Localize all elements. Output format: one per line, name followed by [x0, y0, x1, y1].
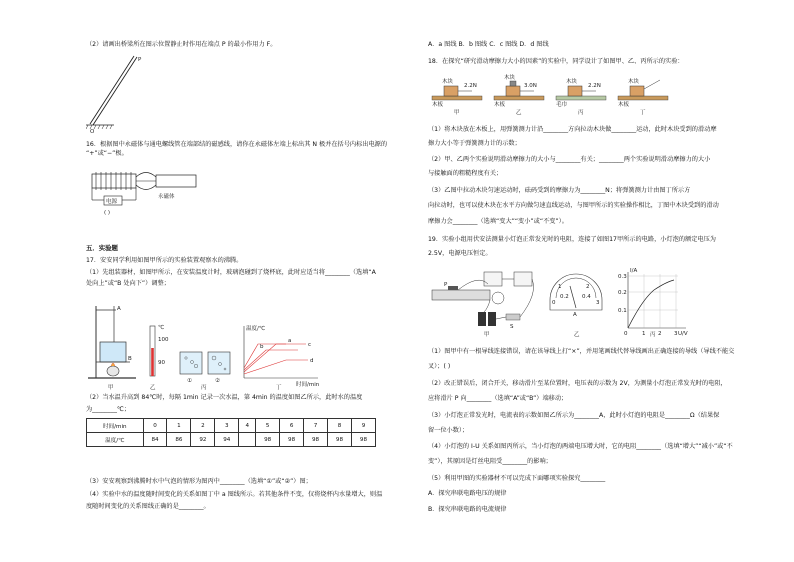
svg-text:2.2N: 2.2N [588, 83, 601, 89]
svg-text:0.2: 0.2 [560, 294, 569, 300]
section-5-title: 五．实验题 [86, 244, 118, 252]
svg-text:0.4: 0.4 [582, 294, 591, 300]
table-row: 温度/℃ 84 86 92 94 98 98 98 98 98 [87, 433, 376, 447]
q16-line1: 16．根据图中永磁体与通电螺线管在端部结的磁感线，请你在永磁体左端上标出其 N 极并在括号内标出电源的 [86, 141, 388, 148]
svg-text:木块: 木块 [628, 79, 640, 85]
svg-text:S: S [510, 324, 514, 330]
svg-text:B: B [128, 356, 132, 362]
q19-line1: 19．实验小组用伏安法测量小灯泡正常发光时的电阻，连接了如图17甲所示的电路，小灯泡的额定电压为 [428, 236, 716, 243]
svg-text:100: 100 [158, 337, 169, 343]
svg-text:木块: 木块 [442, 79, 454, 85]
q17-line5: 为________℃； [86, 406, 131, 413]
svg-text:c: c [308, 342, 312, 348]
q19-line-h: 变”），其原因是灯丝电阻受________的影响； [428, 458, 552, 465]
svg-text:90: 90 [158, 360, 165, 366]
q19-line-g: （4）小灯泡的 I-U 关系如图丙所示，当小灯泡的两端电压增大时，它的电阻________（选填“增大”“减小”或“不 [428, 443, 733, 450]
svg-text:0.3: 0.3 [618, 274, 627, 280]
svg-text:丙: 丙 [650, 332, 656, 338]
q18-line-b: 擦力大小等于弹簧测力计的示数； [428, 140, 521, 147]
q19-line-j: A．探究串联电路电压的规律 [428, 490, 507, 497]
svg-text:℃: ℃ [158, 325, 165, 331]
power-label: 电源 [106, 199, 118, 205]
circuit-figures [428, 264, 690, 338]
q19-line-f: 留一位小数）； [428, 427, 469, 434]
friction-figures [428, 70, 678, 116]
svg-text:甲: 甲 [454, 110, 460, 116]
svg-text:木板: 木板 [494, 102, 506, 108]
svg-text:P: P [444, 282, 448, 288]
svg-text:2: 2 [658, 331, 662, 337]
svg-text:0.2: 0.2 [618, 290, 627, 296]
svg-text:1: 1 [642, 331, 646, 337]
magnet-figure [86, 164, 216, 216]
q18-line-c: （2）甲、乙两个实验说明滑动摩擦力的大小与________有关；________两个实验说明滑动摩擦力的大小 [428, 156, 711, 163]
svg-text:d: d [310, 358, 314, 364]
svg-text:2.2N: 2.2N [464, 83, 477, 89]
svg-text:时间/min: 时间/min [296, 382, 320, 388]
q18-line1: 18．在探究“研究滑动摩擦力大小的因素”的实验中，同学设计了如图甲、乙、丙所示的实验： [428, 58, 684, 65]
q17-line2: （1）先组装器材，如图甲所示，在安装温度计时，玻璃泡碰到了烧杯底，此时应适当将________（选填“A [86, 269, 376, 276]
q19-line2: 2.5V，电源电压恒定。 [428, 250, 492, 257]
svg-text:温度/℃: 温度/℃ [246, 326, 266, 332]
svg-text:I/A: I/A [630, 268, 638, 274]
svg-text:a: a [288, 338, 292, 344]
svg-text:丁: 丁 [640, 110, 646, 116]
svg-text:木块: 木块 [566, 79, 578, 85]
q19-line-e: （3）小灯泡正常发光时，电流表的示数如图乙所示为________A，此时小灯泡的电阻是________Ω（结果保 [428, 412, 720, 419]
svg-text:3.0N: 3.0N [524, 83, 537, 89]
svg-text:毛巾: 毛巾 [556, 102, 568, 108]
svg-text:木板: 木板 [432, 102, 444, 108]
svg-text:0: 0 [624, 331, 628, 337]
svg-text:甲: 甲 [484, 332, 490, 338]
q17-line4: （2）当水温升高到 84℃时，每隔 1min 记录一次水温，第 4min 的温度如图乙所示，此时水的温度 [86, 394, 363, 401]
q19-line-i: （5）利用甲图的实验器材不可以完成下面哪项实验探究________ [428, 475, 606, 482]
svg-text:A: A [573, 312, 577, 318]
svg-text:3: 3 [596, 300, 600, 306]
svg-text:丙: 丙 [201, 385, 207, 391]
table-row: 时间/min 0 1 2 3 4 5 6 7 8 9 [87, 419, 376, 433]
svg-text:乙: 乙 [574, 332, 580, 338]
svg-text:丁: 丁 [276, 385, 282, 391]
point-o: O [90, 129, 95, 134]
svg-text:b: b [260, 344, 264, 350]
q17-line3: 处向上”或“B 处向下”）调整； [86, 280, 170, 287]
svg-text:乙: 乙 [150, 385, 156, 391]
svg-text:②: ② [215, 378, 220, 384]
temperature-table [86, 418, 376, 447]
q18-line-g: 摩擦力会________（选填“变大”“变小”或“不变”）。 [428, 218, 568, 225]
q19-line-d: 应将滑片 P 向________（选填“A”或“B”）端移动； [428, 395, 568, 402]
q17-line1: 17．安安同学利用如图甲所示的实验装置观察水的沸腾。 [86, 257, 243, 264]
boiling-figures [86, 296, 326, 392]
q19-line-k: B．探究串联电路的电流规律 [428, 506, 507, 513]
bracket: ( ) [104, 210, 111, 216]
q16-line2: “+”或“−”极。 [86, 150, 128, 157]
svg-text:2: 2 [586, 284, 590, 290]
q18-line-f: 向拉动时，也可以使木块在水平方向做匀速直线运动，与图甲所示的实验操作相比，丁图中木块受到的滑动 [428, 202, 719, 209]
q19-line-b: 叉）；( ) [428, 363, 451, 370]
q18-line-a: （1）将木块放在木板上，用弹簧测力计沿________方向拉动木块做________运动，此时木块受到的滑动摩 [428, 126, 717, 133]
q19-line-c: （2）改正错误后，闭合开关，移动滑片至某位置时，电压表的示数为 2V，为测量小灯泡正常发光时的电阻， [428, 380, 727, 387]
svg-text:U/V: U/V [678, 331, 688, 337]
svg-text:木块: 木块 [504, 75, 516, 81]
q17-line6: （3）安安观察到沸腾时水中气泡的情形为图丙中________（选填“①”或“②”）图； [86, 478, 312, 485]
q18-line-d: 与接触面的粗糙程度有关； [428, 170, 503, 177]
choices: A．a 图线 B．b 图线 C．c 图线 D．d 图线 [428, 41, 549, 48]
magnet-label: 永磁体 [158, 194, 175, 200]
svg-text:1: 1 [558, 284, 562, 290]
svg-text:①: ① [187, 378, 192, 384]
lever-figure [86, 52, 166, 134]
svg-text:0.1: 0.1 [618, 308, 627, 314]
q17-line7: （4）实验中水的温度随时间变化的关系如图丁中 a 图线所示。若其他条件不变，仅将烧杯内水量增大，则温 [86, 491, 383, 498]
svg-text:A: A [117, 306, 121, 312]
svg-text:甲: 甲 [108, 385, 114, 391]
q2-text: （2）请画出桥梁所在图示位置静止时作用在端点 P 的最小作用力 F。 [86, 41, 277, 48]
svg-text:木板: 木板 [618, 102, 630, 108]
svg-text:丙: 丙 [578, 110, 584, 116]
point-p: P [138, 57, 142, 63]
svg-text:0: 0 [552, 300, 556, 306]
q19-line-a: （1）图甲中有一根导线连接错误，请在该导线上打“×”，并用笔画线代替导线画出正确连接的导线（导线不能交 [428, 348, 735, 355]
q18-line-e: （3）乙图中拉动木块匀速运动时，砝码受到的摩擦力为________N；将弹簧测力计由图丁所示方 [428, 187, 691, 194]
svg-text:3: 3 [674, 331, 678, 337]
q17-line8: 度随时间变化的关系图线正确的是________。 [86, 503, 210, 510]
svg-text:乙: 乙 [516, 110, 522, 116]
